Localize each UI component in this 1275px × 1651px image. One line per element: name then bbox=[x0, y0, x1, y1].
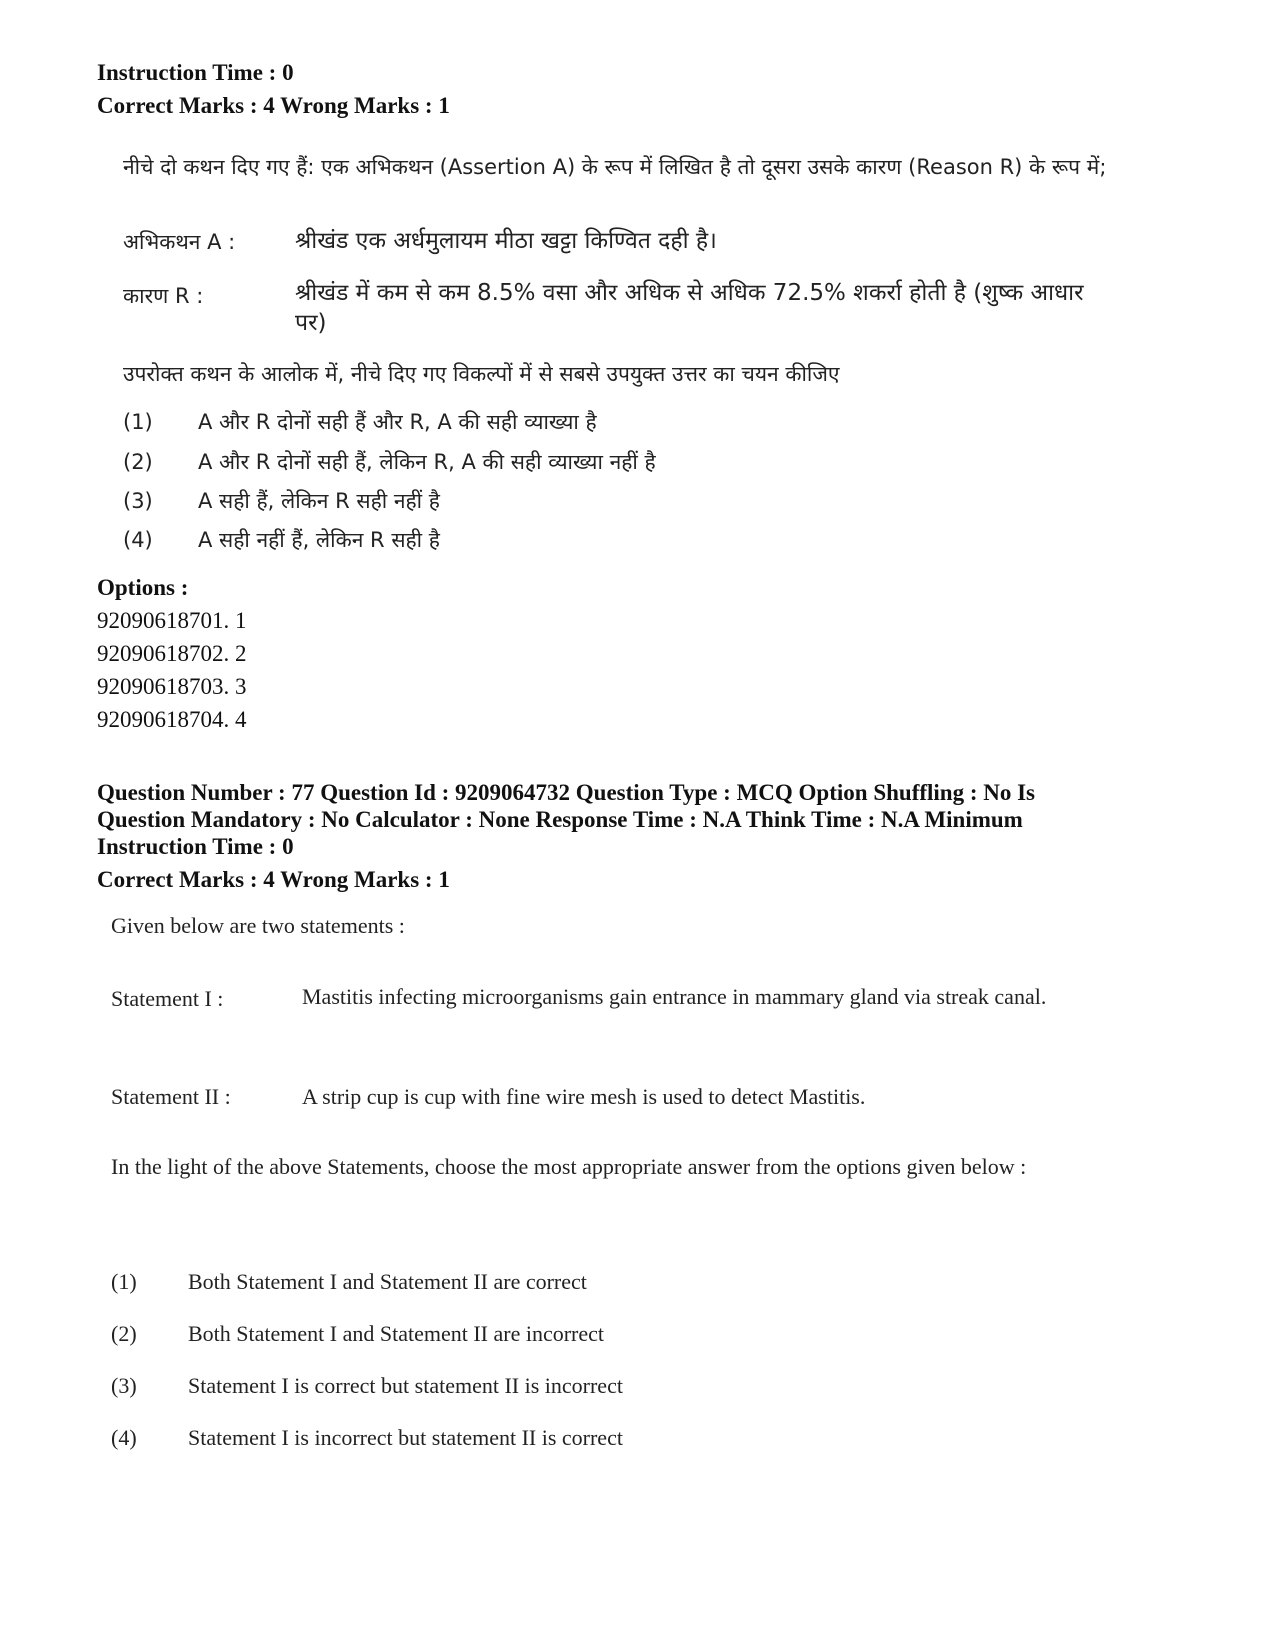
statement-1-text: Mastitis infecting microorganisms gain entrance in mammary gland via streak canal. bbox=[302, 984, 1047, 1009]
question-meta-line: Question Mandatory : No Calculator : None Response Time : N.A Think Time : N.A Minimum bbox=[97, 807, 1023, 832]
option-item: 92090618702. 2 bbox=[97, 641, 247, 666]
choice-number: (3) bbox=[123, 489, 153, 513]
statement-2-text: A strip cup is cup with fine wire mesh is used to detect Mastitis. bbox=[302, 1084, 866, 1109]
choice-text: Both Statement I and Statement II are incorrect bbox=[188, 1321, 605, 1346]
question-prompt: उपरोक्त कथन के आलोक में, नीचे दिए गए विकल्पों में से सबसे उपयुक्त उत्तर का चयन कीजिए bbox=[123, 362, 840, 386]
choice-number: (4) bbox=[111, 1425, 137, 1450]
choice-text: A सही हैं, लेकिन R सही नहीं है bbox=[198, 489, 440, 513]
question-intro: Given below are two statements : bbox=[111, 913, 405, 938]
statement-2-label: Statement II : bbox=[111, 1084, 231, 1109]
choice-number: (4) bbox=[123, 528, 153, 552]
choice-text: A और R दोनों सही हैं, लेकिन R, A की सही व्याख्या नहीं है bbox=[198, 450, 656, 474]
choice-number: (2) bbox=[123, 450, 153, 474]
option-item: 92090618703. 3 bbox=[97, 674, 247, 699]
choice-number: (3) bbox=[111, 1373, 137, 1398]
statement-1-label: Statement I : bbox=[111, 986, 224, 1011]
choice-text: Statement I is correct but statement II is incorrect bbox=[188, 1373, 623, 1398]
choice-number: (1) bbox=[111, 1269, 137, 1294]
choice-number: (2) bbox=[111, 1321, 137, 1346]
marks-line: Correct Marks : 4 Wrong Marks : 1 bbox=[97, 867, 450, 892]
option-item: 92090618704. 4 bbox=[97, 707, 247, 732]
instruction-time: Instruction Time : 0 bbox=[97, 60, 294, 85]
choice-number: (1) bbox=[123, 410, 153, 434]
option-item: 92090618701. 1 bbox=[97, 608, 247, 633]
question-intro: नीचे दो कथन दिए गए हैं: एक अभिकथन (Assertion A) के रूप में लिखित है तो दूसरा उसके कारण (Reason R) के रूप में; bbox=[123, 155, 1107, 179]
choice-text: A सही नहीं हैं, लेकिन R सही है bbox=[198, 528, 440, 552]
assertion-label: अभिकथन A : bbox=[123, 230, 236, 254]
reason-label: कारण R : bbox=[123, 284, 204, 308]
question-meta-line: Question Number : 77 Question Id : 9209064732 Question Type : MCQ Option Shuffling : No Is bbox=[97, 780, 1036, 805]
reason-text: श्रीखंड में कम से कम 8.5% वसा और अधिक से अधिक 72.5% शकर्रा होती है (शुष्क आधार पर) bbox=[295, 280, 1084, 336]
question-prompt: In the light of the above Statements, choose the most appropriate answer from the options given below : bbox=[111, 1154, 1027, 1179]
choice-text: Both Statement I and Statement II are correct bbox=[188, 1269, 587, 1294]
instruction-time: Instruction Time : 0 bbox=[97, 834, 294, 859]
choice-text: Statement I is incorrect but statement II is correct bbox=[188, 1425, 623, 1450]
options-heading: Options : bbox=[97, 575, 189, 600]
assertion-text: श्रीखंड एक अर्धमुलायम मीठा खट्टा किण्वित दही है। bbox=[295, 228, 717, 254]
marks-line: Correct Marks : 4 Wrong Marks : 1 bbox=[97, 93, 450, 118]
choice-text: A और R दोनों सही हैं और R, A की सही व्याख्या है bbox=[198, 410, 597, 434]
